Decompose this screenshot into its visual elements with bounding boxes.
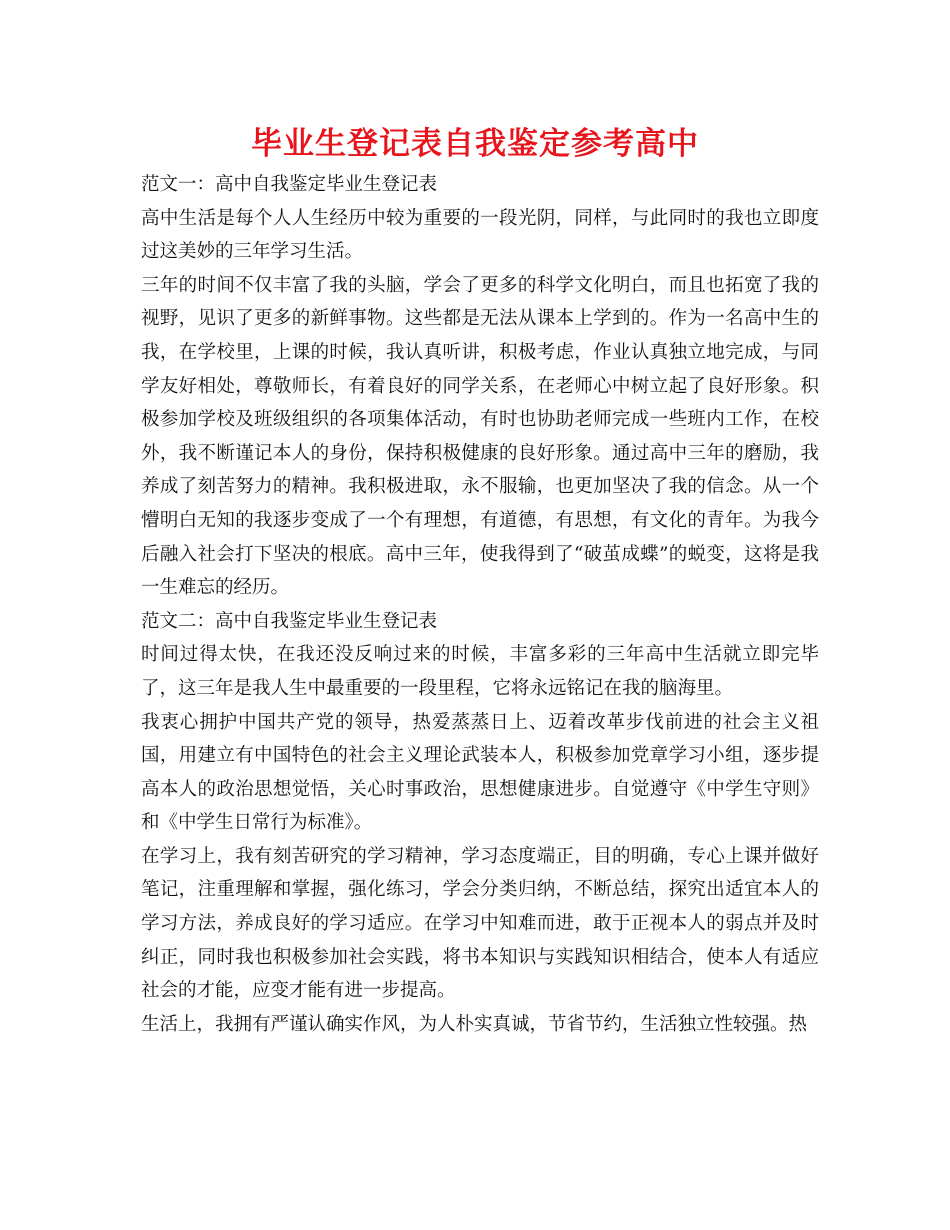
- paragraph: 在学习上，我有刻苦研究的学习精神，学习态度端正，目的明确，专心上课并做好笔记，注重理解和掌握，强化练习，学会分类归纳，不断总结，探究出适宜本人的学习方法，养成良好的学习适应。在学习中知难而进，敢于正视本人的弱点并及时纠正，同时我也积极参加社会实践，将书本知识与实践知识相结合，使本人有适应社会的才能，应变才能有进一步提高。: [141, 845, 819, 1002]
- paragraph: 生活上，我拥有严谨认确实作风，为人朴实真诚，节省节约，生活独立性较强。热: [141, 1013, 808, 1035]
- paragraph: 三年的时间不仅丰富了我的头脑，学会了更多的科学文化明白，而且也拓宽了我的视野，见识了更多的新鲜事物。这些都是无法从课本上学到的。作为一名高中生的我，在学校里，上课的时候，我认真听讲，积极考虑，作业认真独立地完成，与同学友好相处，尊敬师长，有着良好的同学关系，在老师心中树立起了良好形象。积极参加学校及班级组织的各项集体活动，有时也协助老师完成一些班内工作，在校外，我不断谨记本人的身份，保持积极健康的良好形象。通过高中三年的磨励，我养成了刻苦努力的精神。我积极进取，永不服输，也更加坚决了我的信念。从一个懵明白无知的我逐步变成了一个有理想，有道德，有思想，有文化的青年。为我今后融入社会打下坚决的根底。高中三年，使我得到了“破茧成蝶”的蜕变，这将是我一生难忘的经历。: [141, 274, 819, 599]
- section-heading-2: 范文二：高中自我鉴定毕业生登记表: [141, 610, 438, 632]
- paragraph: 时间过得太快，在我还没反响过来的时候，丰富多彩的三年高中生活就立即完毕了，这三年是我人生中最重要的一段里程，它将永远铭记在我的脑海里。: [141, 644, 819, 699]
- section-heading-1: 范文一：高中自我鉴定毕业生登记表: [141, 174, 438, 195]
- document-title: 毕业生登记表自我鉴定参考高中: [251, 126, 699, 162]
- paragraph: 我衷心拥护中国共产党的领导，热爱蒸蒸日上、迈着改革步伐前进的社会主义祖国，用建立有中国特色的社会主义理论武装本人，积极参加党章学习小组，逐步提高本人的政治思想觉悟，关心时事政治，思想健康进步。自觉遵守《中学生守则》和《中学生日常行为标准》。: [141, 711, 819, 834]
- document-body: [141, 168, 819, 1041]
- paragraph: 高中生活是每个人人生经历中较为重要的一段光阴，同样，与此同时的我也立即度过这美妙的三年学习生活。: [141, 207, 819, 263]
